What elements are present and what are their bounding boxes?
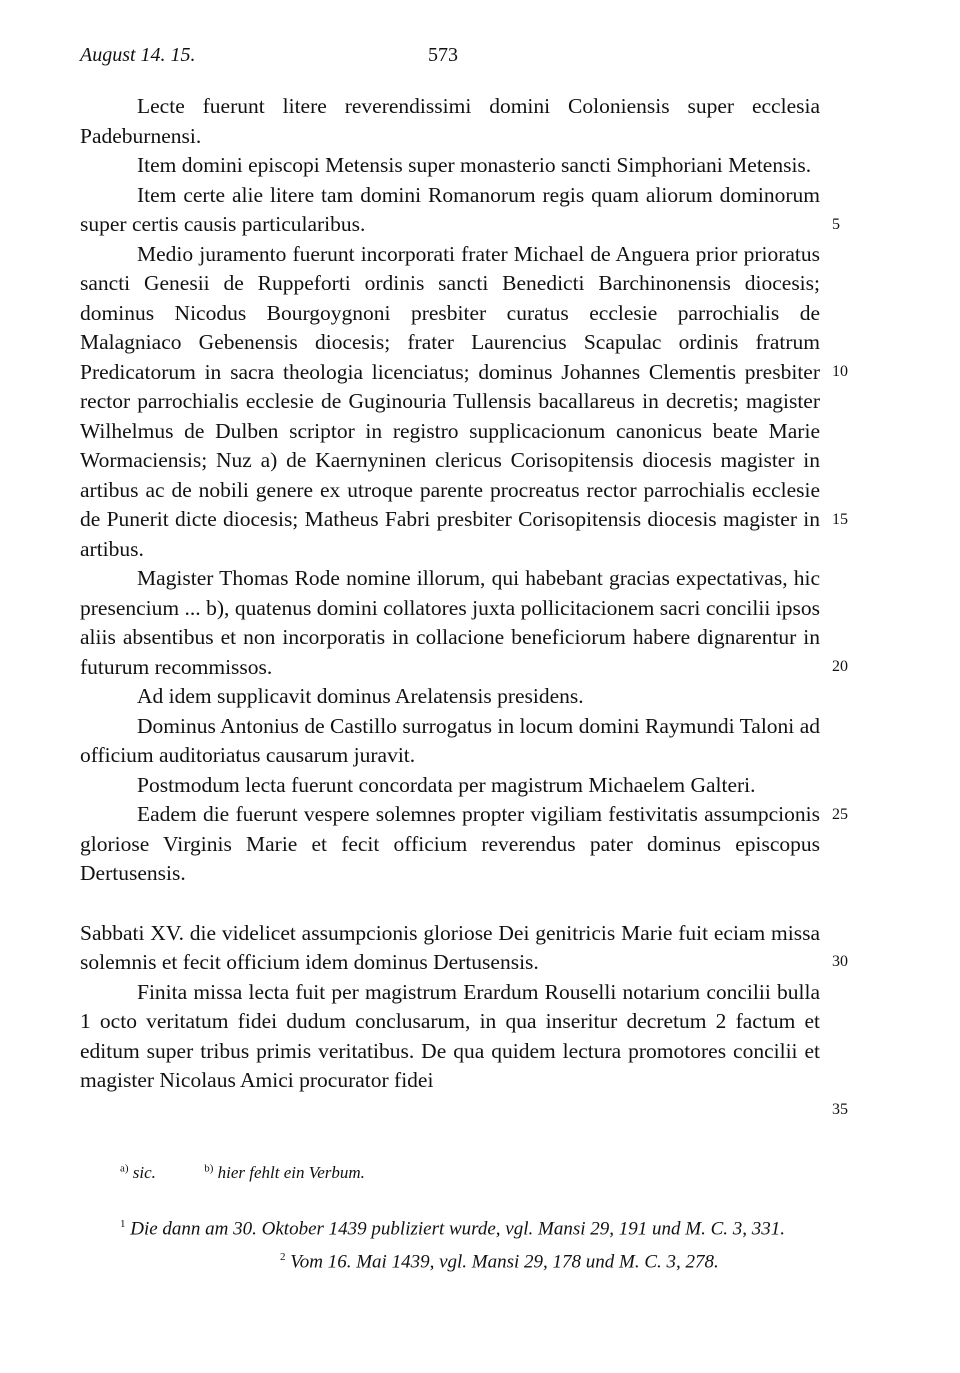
line-number: 30 [832,953,848,970]
textual-note-a [120,1163,156,1182]
footnote-1 [80,1210,820,1243]
footnote-mark: 1 [120,1218,126,1230]
paragraph-2: Item domini episcopi Metensis super monasterio sancti Simphoriani Metensis. [137,153,812,177]
paragraph-3: Item certe alie litere tam domini Romanorum regis quam aliorum dominorum super certis causis particularibus. [80,182,820,236]
page-number: 573 [428,44,458,66]
line-number: 10 [832,363,848,380]
section-gap [80,889,820,919]
footnotes [80,1210,820,1277]
line-number: 25 [832,806,848,823]
body-text [80,92,820,1096]
line-number: 5 [832,216,840,233]
line-number: 20 [832,658,848,675]
paragraph-1: Lecte fuerunt litere reverendissimi domini Coloniensis super ecclesia Padeburnensi. [80,94,820,148]
note-mark: a) [120,1162,129,1174]
paragraph-6: Ad idem supplicavit dominus Arelatensis presidens. [137,684,584,708]
line-number: 35 [832,1101,848,1118]
paragraph-9: Eadem die fuerunt vespere solemnes propter vigiliam festivitatis assumpcionis gloriose Virginis Marie et fecit officium reverendus pater dominus episcopus Dertusensis. [80,802,820,885]
footnote-text: Die dann am 30. Oktober 1439 publiziert wurde, vgl. Mansi 29, 191 und M. C. 3, 331. [130,1218,786,1240]
note-text: hier fehlt ein Verbum. [217,1162,365,1182]
paragraph-11: Finita missa lecta fuit per magistrum Erardum Rouselli notarium concilii bulla 1 octo veritatum fidei dudum conclusarum, in qua inseritur decretum 2 factum et editum super tribus primis veritatibus. De qua quidem lectura promotores concilii et magister Nicolaus Amici procurator fidei [80,979,820,1092]
paragraph-8: Postmodum lecta fuerunt concordata per magistrum Michaelem Galteri. [137,772,756,797]
header-date: August 14. 15. [80,44,196,66]
paragraph-5: Magister Thomas Rode nomine illorum, qui habebant gracias expectativas, hic presencium ... b), quatenus domini collatores juxta pollicitacionem sacri concilii ipsos aliis absentibus et non incorporatis in collacione beneficiorum habere dignarentur in futurum recommissos. [80,566,820,679]
note-mark: b) [204,1162,214,1174]
running-head [80,44,820,74]
paragraph-7: Dominus Antonius de Castillo surrogatus in locum domini Raymundi Taloni ad officium auditoriatus causarum juravit. [80,713,820,767]
paragraph-10: Sabbati XV. die videlicet assumpcionis gloriose Dei genitricis Marie fuit eciam missa solemnis et fecit officium idem dominus Dertusensis. [80,920,820,974]
note-text: sic. [132,1162,156,1182]
footnote-text: Vom 16. Mai 1439, vgl. Mansi 29, 178 und M. C. 3, 278. [290,1251,719,1273]
line-number: 15 [832,511,848,528]
footnote-2 [80,1243,820,1276]
paragraph-4: Medio juramento fuerunt incorporati frater Michael de Anguera prior prioratus sancti Genesii de Ruppeforti ordinis sancti Benedicti Barchinonensis diocesis; dominus Nicodus Bourgoygnoni presbiter curatus ecclesie parrochialis de Malagniaco Gebenensis diocesis; frater Laurencius Scapulac ordinis fratrum Predicatorum in sacra theologia licenciatus; dominus Johannes Clementis presbiter rector parrochialis ecclesie de Guginouria Tullensis bacallareus in decretis; magister Wilhelmus de Dulben scriptor in registro supplicacionum canonicus beate Marie Wormaciensis; Nuz a) de Kaernyninen clericus Corisopitensis diocesis magister in artibus ac de nobili genere ex utroque parente procreatus rector parrochialis ecclesie de Punerit dicte diocesis; Matheus Fabri presbiter Corisopitensis diocesis magister in artibus. [80,241,820,561]
textual-notes [120,1162,409,1183]
footnote-mark: 2 [280,1251,286,1264]
textual-note-b [204,1163,365,1182]
